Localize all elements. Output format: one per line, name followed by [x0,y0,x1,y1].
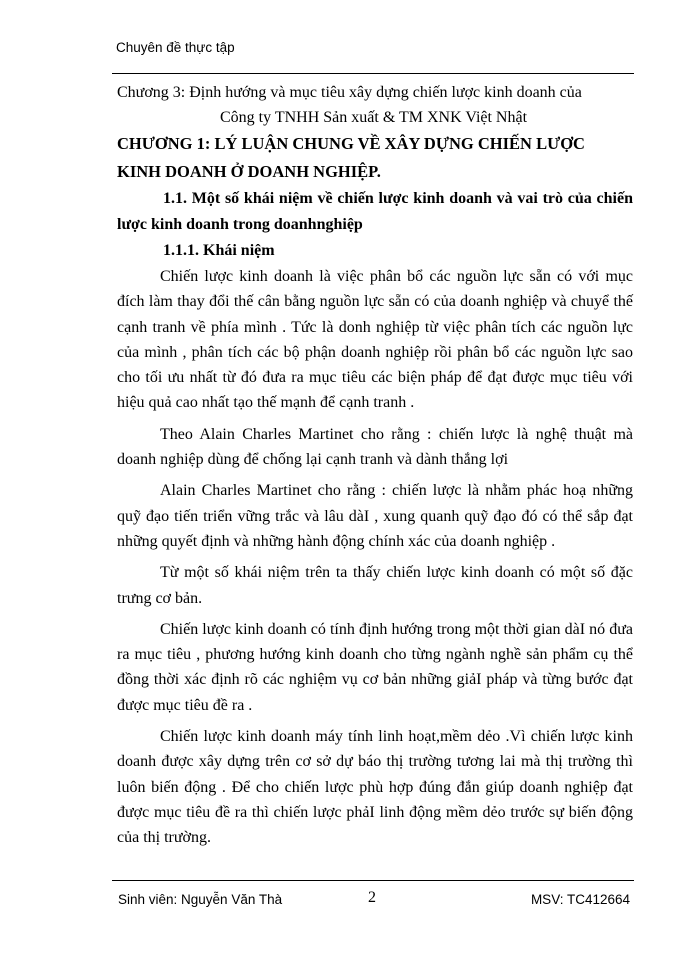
chapter-3-line-1: Chương 3: Định hướng và mục tiêu xây dựng chiến lược kinh doanh của [117,84,582,101]
footer-divider [112,880,634,881]
paragraph: Theo Alain Charles Martinet cho rằng : chiến lược là nghệ thuật mà doanh nghiệp dùng để chống lại cạnh tranh và dành thắng lợi [117,425,633,469]
footer-student-name: Sinh viên: Nguyễn Văn Thà [118,892,283,907]
chapter-3-line-2: Công ty TNHH Sản xuất & TM XNK Việt Nhật [220,109,528,126]
paragraph: Alain Charles Martinet cho rằng : chiến lược là nhằm phác hoạ những quỹ đạo tiến triển vững trắc và lâu dàI , xung quanh quỹ đạo đó có thể sắp đạt những quyết định và những hành động chính xác của doanh nghiệp . [117,482,633,550]
paragraph: Chiến lược kinh doanh có tính định hướng trong một thời gian dàI nó đưa ra mục tiêu , phương hướng kinh doanh cho từng ngành nghề sản phẩm cụ thể đồng thời xác định rõ các nghiệm vụ cơ bản những giảI pháp và từng bước đạt được mục tiêu đề ra . [117,620,633,714]
document-body [117,80,633,857]
subsection-1-1-1-heading: 1.1.1. Khái niệm [163,242,275,259]
chapter-3-title [117,80,633,130]
chapter-1-heading: CHƯƠNG 1: LÝ LUẬN CHUNG VỀ XÂY DỰNG CHIẾN LƯỢC KINH DOANH Ở DOANH NGHIỆP. [117,134,585,181]
page-number: 2 [368,889,376,906]
footer-student-id: MSV: TC412664 [530,892,630,907]
header-divider [112,73,634,74]
paragraph: Chiến lược kinh doanh máy tính linh hoạt,mềm dẻo .Vì chiến lược kinh doanh được xây dựng trên cơ sở dự báo thị trường tương lai mà thị trường thì luôn biến động . Để cho chiến lược phù hợp đúng đắn giúp doanh nghiệp đạt được mục tiêu đề ra thì chiến lược phảI linh động mềm dẻo trước sự biến động của thị trường. [117,728,633,847]
paragraph: Chiến lược kinh doanh là việc phân bổ các nguồn lực sẵn có với mục đích làm thay đổi thế cân bằng nguồn lực sẵn có của doanh nghiệp và chuyể thế cạnh tranh về phía mình . Tức là donh nghiệp từ việc phân tích các nguồn lực của mình , phân tích các bộ phận doanh nghiệp rồi phân bổ các nguồn lực sao cho tối ưu nhất từ đó đưa ra mục tiêu các biện pháp để đạt được mục tiêu với hiệu quả cao nhất tạo thế mạnh để cạnh tranh . [117,268,633,412]
section-1-1-heading: 1.1. Một số khái niệm về chiến lược kinh doanh và vai trò của chiến lược kinh doanh trong doanhnghiệp [117,190,633,233]
page-header-title: Chuyên đề thực tập [116,40,235,55]
paragraph: Từ một số khái niệm trên ta thấy chiến lược kinh doanh có một số đặc trưng cơ bản. [117,564,633,607]
